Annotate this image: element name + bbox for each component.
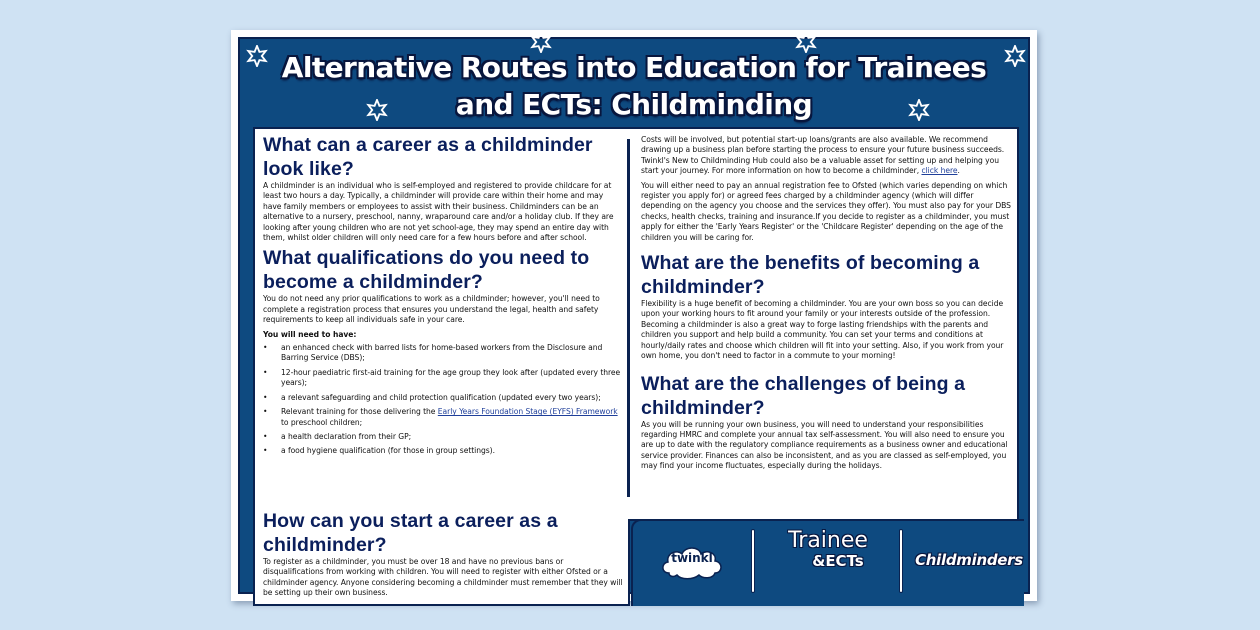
- fees-paragraph: You will either need to pay an annual registration fee to Ofsted (which varies depending on which register you apply for) or agreed fees charged by a childminder agency (which will differ depending on the agency you choose and the services they offer). You must also pay for your DBS checks, health checks, training and insurance.If you decide to register as a childminder, you must apply for either the 'Early Years Register' or the 'Childcare Register' depending on the age of the children you will be caring for.: [641, 180, 1011, 242]
- title-line-2: and ECTs: Childminding: [455, 88, 813, 121]
- list-item: • a health declaration from their GP;: [263, 431, 412, 441]
- section-challenges: [641, 372, 1013, 472]
- category-label: Childminders: [915, 551, 1023, 569]
- requirements-list: [263, 343, 623, 457]
- page-title: [240, 49, 1028, 123]
- bullet-icon: •: [263, 446, 268, 456]
- section-body: To register as a childminder, you must be over 18 and have no previous bans or disqualifications from working with children. You will need to register with either Ofsted or a childminder agency. Anyone considering becoming a childminder must remember that they will be setting up their own business.: [263, 557, 623, 598]
- title-line-1: Alternative Routes into Education for Trainees: [281, 51, 987, 84]
- list-item: • Relevant training for those delivering the Early Years Foundation Stage (EYFS) Framework to preschool children;: [263, 407, 618, 427]
- section-body: Flexibility is a huge benefit of becoming a childminder. You are your own boss so you can decide upon your working hours to fit around your family or your interests outside of the profession. Becoming a childminder is also a great way to forge lasting friendships with the parents and children you support and help build a community. You can set your terms and conditions at hourly/daily rates and choose which children will fit into your setting. Also, if you work from your own home, you don't need to factor in a commute to your morning!: [641, 299, 1004, 361]
- list-item: • a relevant safeguarding and child protection qualification (updated every two years);: [263, 392, 601, 402]
- section-body: You do not need any prior qualifications to work as a childminder; however, you'll need to complete a registration process that ensures you understand the legal, health and safety requirements to keep all individuals safe in your care.: [263, 294, 600, 325]
- bullet-icon: •: [263, 343, 268, 353]
- bullet-icon: •: [263, 392, 268, 402]
- click-here-link[interactable]: click here: [921, 166, 958, 176]
- section-benefits: [641, 251, 1013, 361]
- list-intro: You will need to have:: [263, 329, 357, 339]
- eyfs-framework-link[interactable]: Early Years Foundation Stage (EYFS) Framework: [437, 407, 618, 417]
- column-divider: [627, 139, 630, 497]
- left-column-continued: [263, 509, 623, 599]
- section-start-career: [263, 509, 623, 599]
- section-heading: What qualifications do you need to become a childminder?: [263, 247, 590, 294]
- footer-branding: [631, 519, 1024, 606]
- twinkl-logo: twinkl: [671, 551, 713, 565]
- section-heading: What can a career as a childminder look like?: [263, 134, 593, 180]
- section-heading: What are the challenges of being a childminder?: [641, 372, 966, 419]
- section-body: A childminder is an individual who is self-employed and registered to provide childcare for at least two hours a day. Typically, a childminder will provide care within their home and may have family members or employees to assist with their business. Childminders can be an alternative to a nursery, preschool, nanny, wraparound care and/or a holiday club. If they are looking after young children who are not yet school-age, they may spend an entire day with them, whilst older children will only need care for a few hours before and after school.: [263, 181, 614, 243]
- footer-divider: [899, 529, 903, 593]
- content-panel-bottom: [253, 510, 630, 606]
- right-column: [641, 135, 1013, 472]
- trainee-ects-logo: Trainee &ECTs: [788, 528, 868, 570]
- poster-frame: [238, 37, 1030, 598]
- bullet-icon: •: [263, 431, 268, 441]
- resource-sheet: [231, 30, 1037, 601]
- bullet-icon: •: [263, 407, 268, 417]
- list-item: • 12-hour paediatric first-aid training for the age group they look after (updated every three years);: [263, 367, 621, 388]
- content-panel: [253, 127, 1019, 521]
- section-body: As you will be running your own business, you will need to understand your responsibilities regarding HMRC and complete your annual tax self-assessment. You will also need to ensure you are up to date with the regulatory compliance requirements as a business owner and educational service provider. Finances can also be inconsistent, and as you are classed as self-employed, you may find your income fluctuates, especially during the holidays.: [641, 419, 1008, 471]
- list-item: • an enhanced check with barred lists for home-based workers from the Disclosure and Barring Service (DBS);: [263, 343, 603, 363]
- section-heading: How can you start a career as a childminder?: [263, 510, 558, 556]
- section-heading: What are the benefits of becoming a childminder?: [641, 252, 980, 299]
- costs-paragraph: Costs will be involved, but potential start-up loans/grants are also available. We recommend drawing up a business plan before starting the process to ensure your future business succeeds. Twinkl's New to Childminding Hub could also be a valuable asset for setting up and helping you start your journey. For more information on how to become a childminder, click here.: [641, 135, 1005, 176]
- left-column: [263, 133, 623, 461]
- list-item: • a food hygiene qualification (for those in group settings).: [263, 446, 495, 456]
- bullet-icon: •: [263, 367, 268, 377]
- section-qualifications: [263, 246, 623, 456]
- footer-divider: [751, 529, 755, 593]
- section-career: [263, 133, 623, 243]
